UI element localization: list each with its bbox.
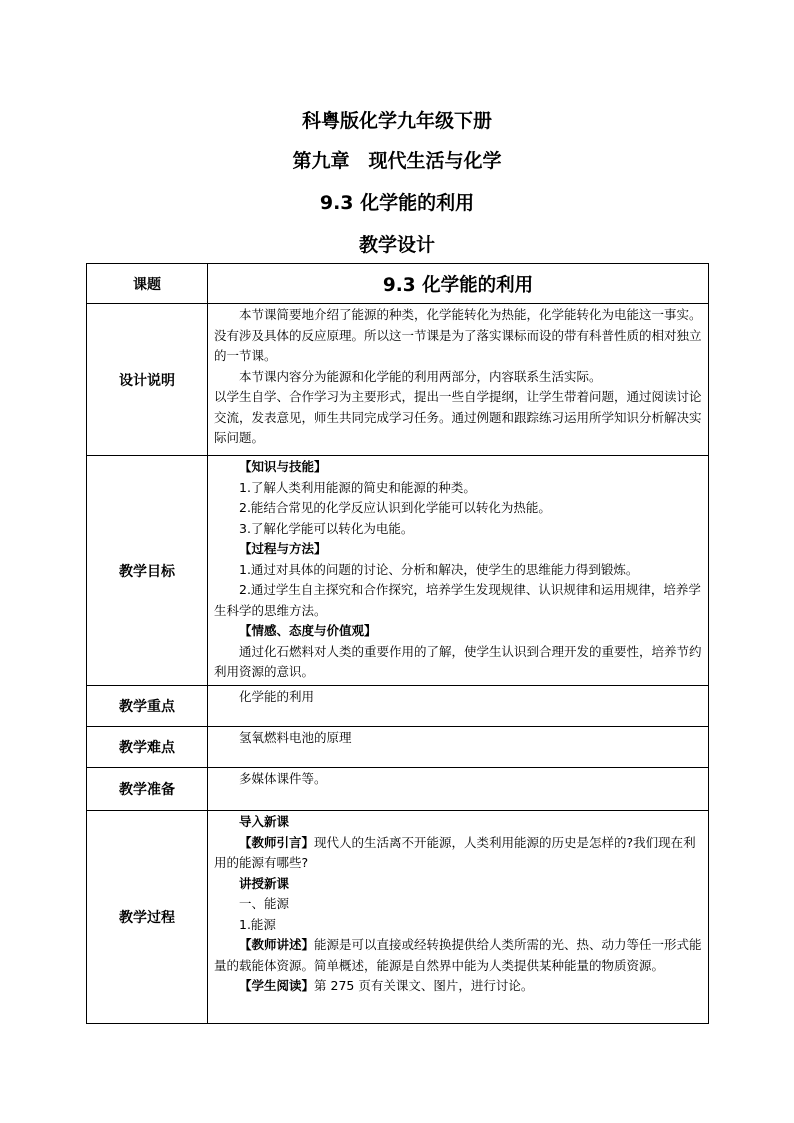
process-lecture <box>214 935 703 976</box>
table-row-key <box>87 686 709 727</box>
label-goals: 教学目标 <box>87 456 208 686</box>
label-difficulty: 教学难点 <box>87 727 208 768</box>
process-reading-text: 第 275 页有关课文、图片，进行讨论。 <box>314 978 534 993</box>
table-row-goals <box>87 456 709 686</box>
process-lecture-tag: 【教师讲述】 <box>239 937 315 952</box>
process-heading-lecture: 讲授新课 <box>239 875 290 891</box>
prep-text: 多媒体课件等。 <box>239 771 327 786</box>
label-design: 设计说明 <box>87 304 208 456</box>
value-topic: 9.3 化学能的利用 <box>208 264 709 304</box>
doc-title-book: 科粤版化学九年级下册 <box>301 110 492 132</box>
doc-title-type: 教学设计 <box>358 234 435 256</box>
goals-method-1: 1.通过对具体的问题的讨论、分析和解决，使学生的思维能力得到锻炼。 <box>239 561 639 577</box>
label-process: 教学过程 <box>87 811 208 1024</box>
design-paragraph-2: 本节课内容分为能源和化学能的利用两部分，内容联系生活实际。 <box>239 368 602 384</box>
table-row-topic <box>87 264 709 304</box>
table-row-prep <box>87 768 709 811</box>
process-subsection-1: 1.能源 <box>239 916 276 932</box>
process-intro-tag: 【教师引言】 <box>239 834 315 850</box>
process-reading <box>214 976 703 997</box>
table-row-difficulty <box>87 727 709 768</box>
goals-heading-method: 【过程与方法】 <box>239 541 327 556</box>
difficulty-text: 氢氧燃料电池的原理 <box>239 730 352 745</box>
label-key: 教学重点 <box>87 686 208 727</box>
goals-heading-emotion: 【情感、态度与价值观】 <box>239 623 377 638</box>
content-prep <box>208 768 709 811</box>
doc-title-chapter: 第九章 现代生活与化学 <box>292 150 502 172</box>
content-difficulty <box>208 727 709 768</box>
table-row-process <box>87 811 709 1024</box>
content-goals <box>208 456 709 686</box>
process-section-1: 一、能源 <box>239 896 290 911</box>
goals-knowledge-3: 3.了解化学能可以转化为电能。 <box>239 520 414 536</box>
process-lecture-text: 能源是可以直接或经转换提供给人类所需的光、热、动力等任一形式能量的载能体资源。简单概述，能源是自然界中能为人类提供某种能量的物质资源。 <box>214 937 702 973</box>
content-key <box>208 686 709 727</box>
label-prep: 教学准备 <box>87 768 208 811</box>
design-paragraph-1: 本节课简要地介绍了能源的种类，化学能转化为热能，化学能转化为电能这一事实。没有涉及具体的反应原理。所以这一节课是为了落实课标而设的带有科普性质的相对独立的一节课。 <box>214 307 702 363</box>
doc-title-section: 9.3 化学能的利用 <box>319 192 475 214</box>
content-process <box>208 811 709 1024</box>
process-reading-tag: 【学生阅读】 <box>239 978 315 993</box>
lesson-plan-table <box>86 263 709 1024</box>
table-row-design <box>87 304 709 456</box>
goals-method-2: 2.通过学生自主探究和合作探究，培养学生发现规律、认识规律和运用规律，培养学生科学的思维方法。 <box>214 582 701 618</box>
key-text: 化学能的利用 <box>239 689 315 704</box>
process-heading-intro: 导入新课 <box>239 814 290 829</box>
goals-knowledge-1: 1.了解人类利用能源的简史和能源的种类。 <box>239 479 476 495</box>
content-design <box>208 304 709 456</box>
label-topic: 课题 <box>87 264 208 304</box>
goals-emotion-1: 通过化石燃料对人类的重要作用的了解，使学生认识到合理开发的重要性，培养节约利用资源的意识。 <box>214 643 702 679</box>
goals-heading-knowledge: 【知识与技能】 <box>239 459 327 474</box>
process-intro <box>214 833 703 874</box>
design-paragraph-3: 以学生自学、合作学习为主要形式，提出一些自学提纲，让学生带着问题，通过阅读讨论交流，发表意见，师生共同完成学习任务。通过例题和跟踪练习运用所学知识分析解决实际问题。 <box>214 389 702 445</box>
process-intro-text: 现代人的生活离不开能源，人类利用能源的历史是怎样的?我们现在利用的能源有哪些? <box>214 834 696 870</box>
goals-knowledge-2: 2.能结合常见的化学反应认识到化学能可以转化为热能。 <box>239 500 551 515</box>
